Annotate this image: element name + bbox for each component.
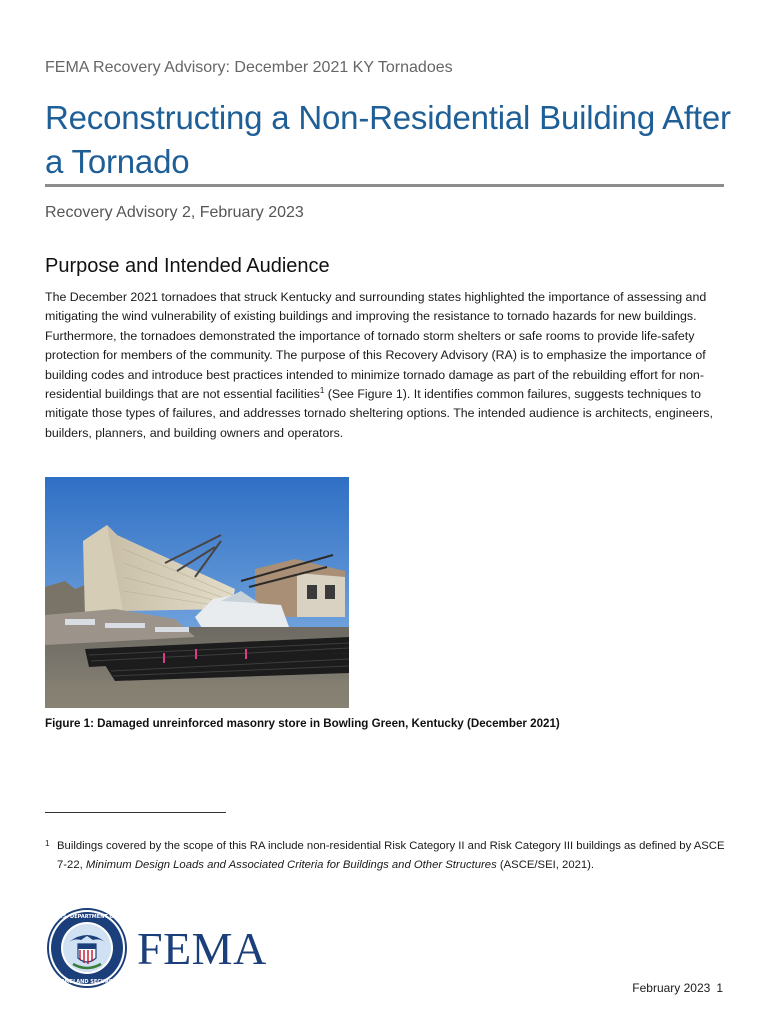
footer-date: February 2023: [632, 981, 711, 995]
svg-text:HOMELAND SECURITY: HOMELAND SECURITY: [56, 979, 118, 985]
paragraph-text-part1: The December 2021 tornadoes that struck Kentucky and surrounding states highlighted the importance of assessing and mitigating the wind vulnerability of existing buildings and improving the resistance to tornado hazards for new buildings. Furthermore, the tornadoes demonstrated the importance of tornado storm shelters or safe rooms to provide life-safety protection for members of the community. The purpose of this Recovery Advisory (RA) is to emphasize the importance of building codes and introduce best practices intended to minimize tornado damage as part of the rebuilding effort for non-residential buildings that are not essential facilities: [45, 290, 707, 402]
svg-text:U.S. DEPARTMENT OF: U.S. DEPARTMENT OF: [56, 914, 118, 920]
page-footer: [632, 981, 723, 995]
footnote-text-part1: Buildings covered by the scope of this RA include non-residential Risk Category II and Risk Category III buildings as defined by ASCE 7-22,: [57, 840, 725, 871]
fema-wordmark: FEMA: [137, 923, 267, 974]
page-number: 1: [716, 981, 723, 995]
advisory-subtitle: Recovery Advisory 2, February 2023: [45, 204, 304, 221]
paragraph-text-part2: (See Figure 1). It identifies common failures, suggests techniques to mitigate those types of failures, and addresses tornado sheltering options. The intended audience is architects, engineers, builders, planners, and building owners and operators.: [45, 387, 713, 440]
page-title: Reconstructing a Non-Residential Building After a Tornado: [45, 99, 731, 180]
footnote-citation-title: Minimum Design Loads and Associated Criteria for Buildings and Other Structures: [85, 859, 497, 871]
footnote-divider: [45, 812, 226, 813]
title-divider: [45, 184, 724, 187]
footnote-text: [57, 837, 735, 875]
dhs-seal-icon: [47, 908, 127, 988]
damaged-building-photo: [45, 477, 349, 708]
advisory-kicker: FEMA Recovery Advisory: December 2021 KY Tornadoes: [45, 59, 453, 76]
footnote: [45, 837, 735, 875]
footnote-text-part2: (ASCE/SEI, 2021).: [496, 859, 595, 871]
purpose-paragraph: [45, 288, 735, 443]
footnote-reference[interactable]: 1: [319, 385, 325, 395]
section-heading: Purpose and Intended Audience: [45, 255, 330, 277]
figure-caption: Figure 1: Damaged unreinforced masonry store in Bowling Green, Kentucky (December 2021): [45, 717, 560, 730]
footnote-number: 1: [45, 839, 50, 848]
